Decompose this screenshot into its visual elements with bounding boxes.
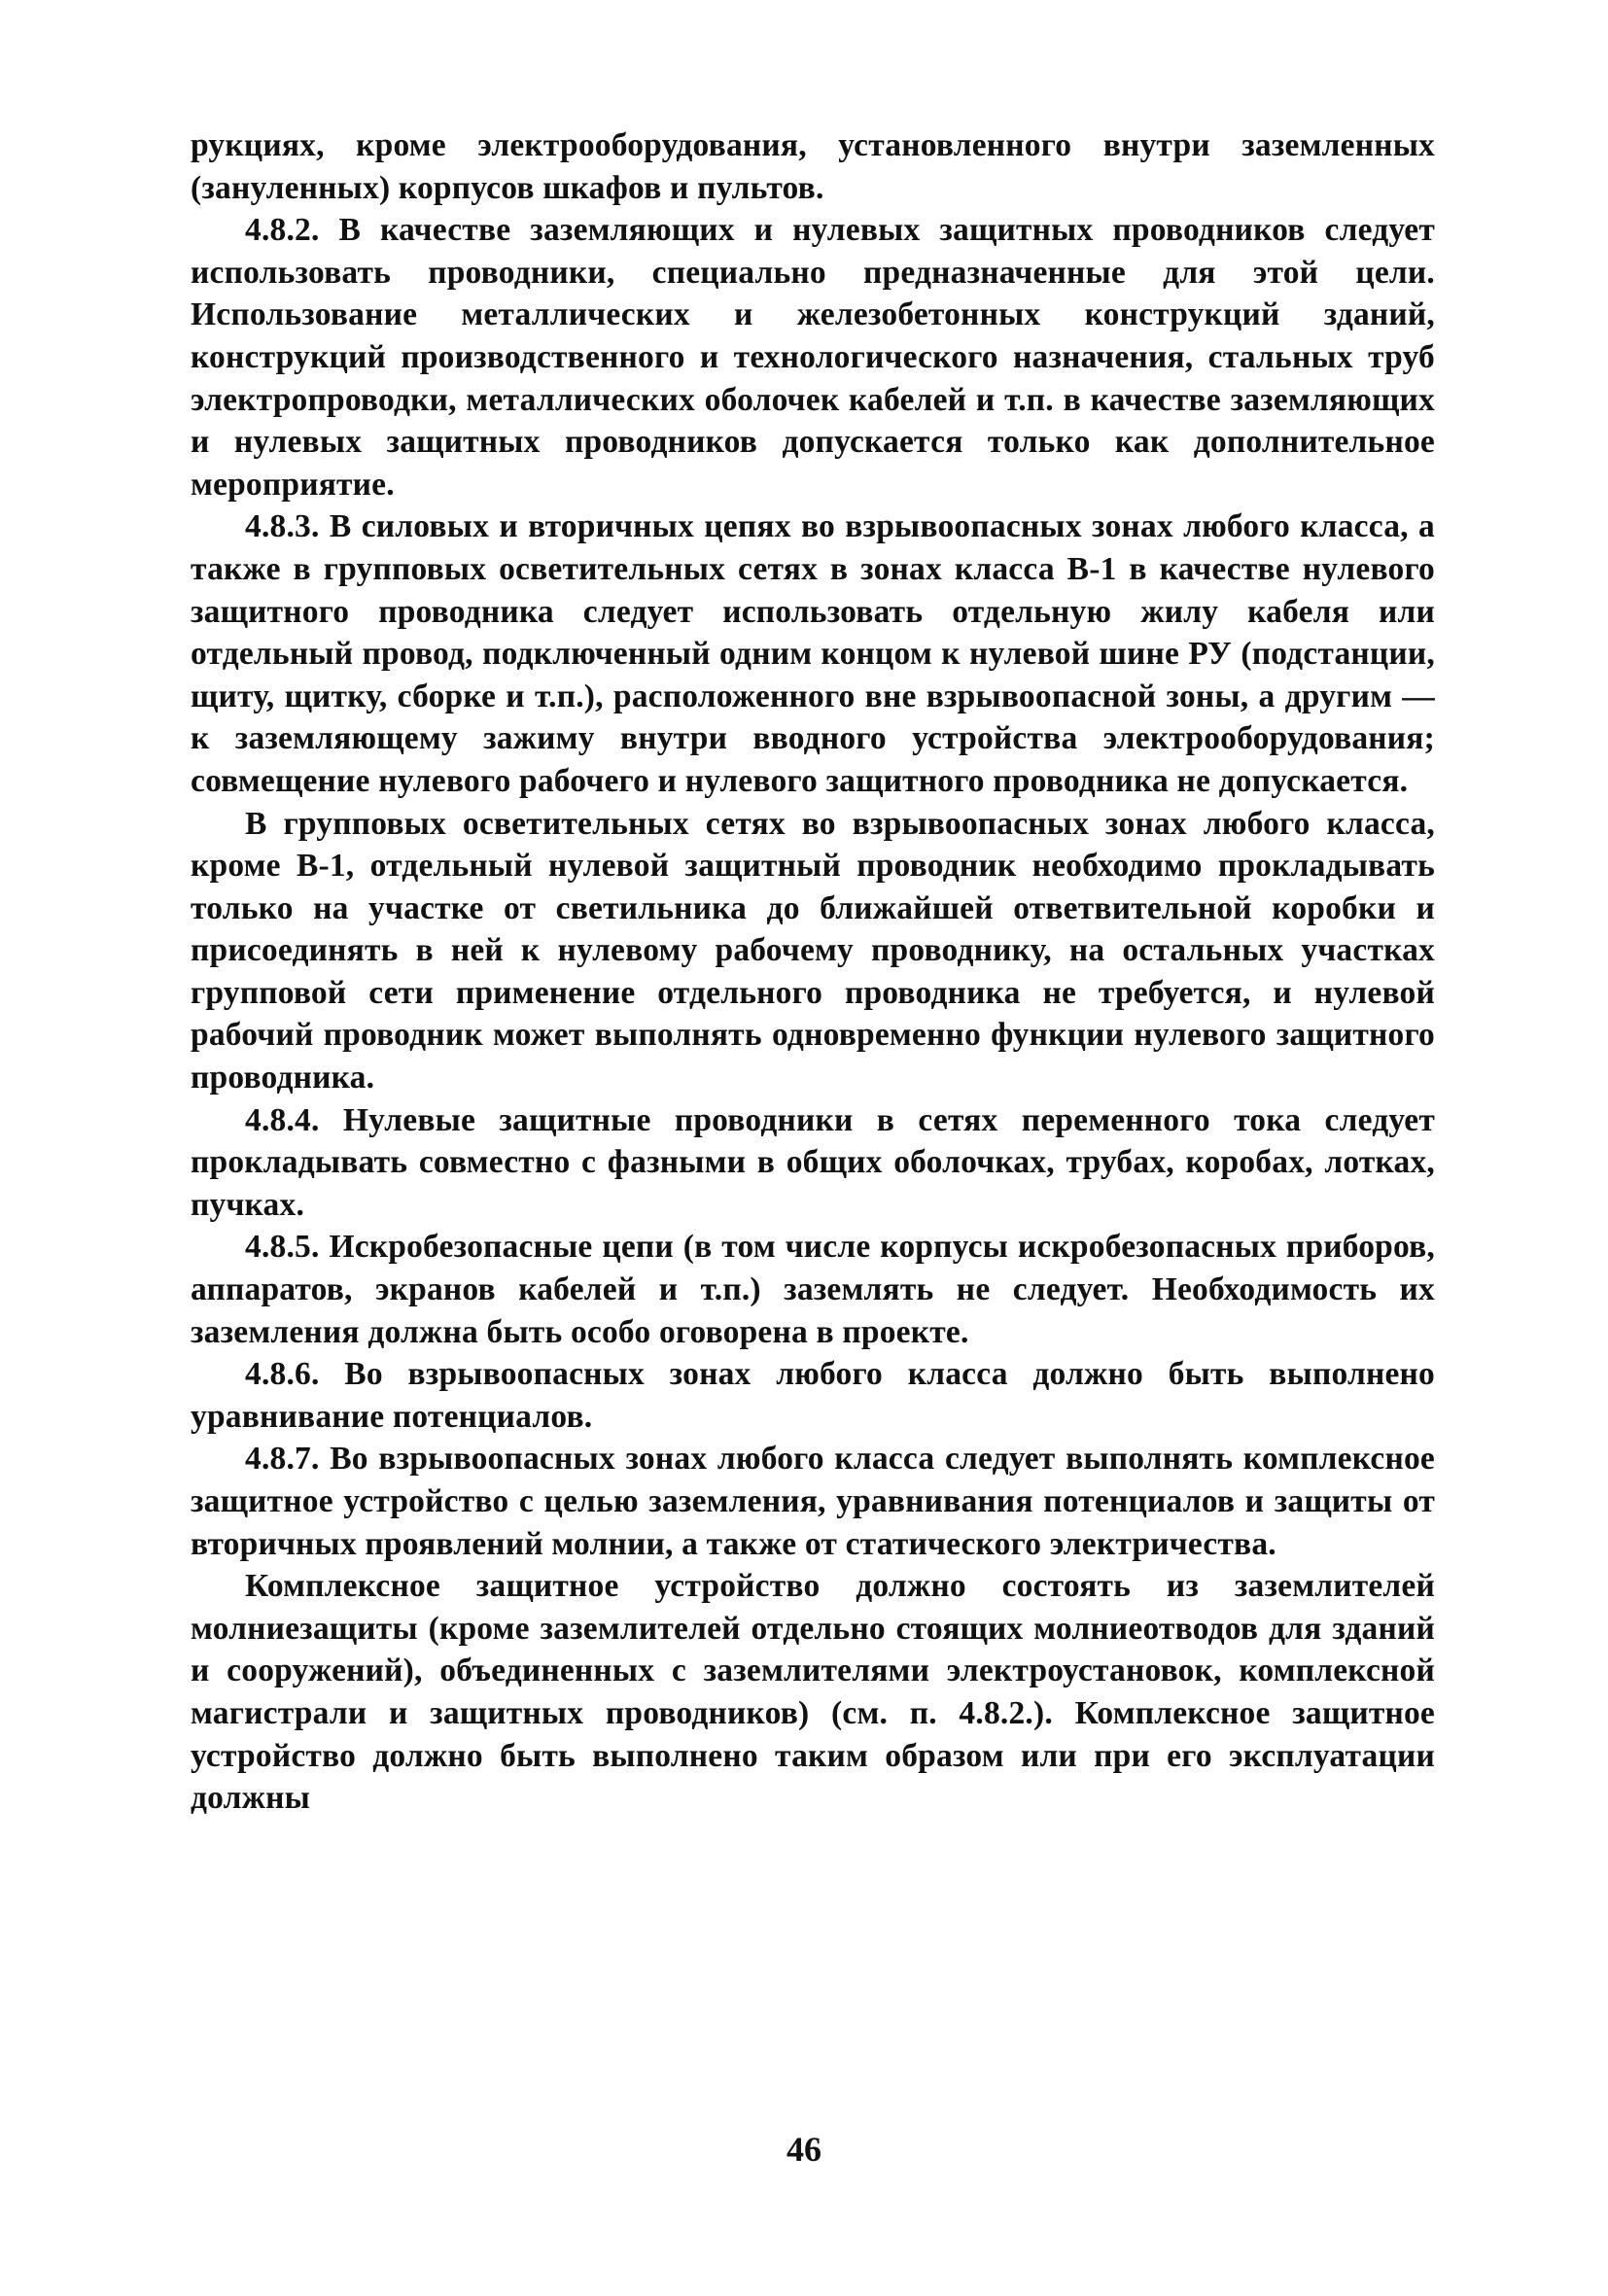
body-text — [191, 124, 1435, 1820]
paragraph-continuation: рукциях, кроме электрооборудования, установленного внутри заземленных (зануленных) корпусов шкафов и пультов. — [191, 127, 1435, 206]
page-number: 46 — [787, 2130, 821, 2169]
paragraph-4-8-6: 4.8.6. Во взрывоопасных зонах любого класса должно быть выполнено уравнивание потенциалов. — [191, 1356, 1435, 1435]
paragraph-4-8-3: 4.8.3. В силовых и вторичных цепях во взрывоопасных зонах любого класса, а также в групповых осветительных сетях в зонах класса В-1 в качестве нулевого защитного проводника следует использовать отдельную жилу кабеля или отдельный провод, подключенный одним концом к нулевой шине РУ (подстанции, щиту, щитку, сборке и т.п.), расположенного вне взрывоопасной зоны, а другим — к заземляющему зажиму внутри вводного устройства электрооборудования; совмещение нулевого рабочего и нулевого защитного проводника не допускается. — [191, 508, 1435, 799]
paragraph-4-8-4: 4.8.4. Нулевые защитные проводники в сетях переменного тока следует прокладывать совместно с фазными в общих оболочках, трубах, коробах, лотках, пучках. — [191, 1101, 1435, 1223]
paragraph-4-8-7: 4.8.7. Во взрывоопасных зонах любого класса следует выполнять комплексное защитное устройство с целью заземления, уравнивания потенциалов и защиты от вторичных проявлений молнии, а также от статического электричества. — [191, 1441, 1435, 1562]
paragraph-lighting-networks: В групповых осветительных сетях во взрывоопасных зонах любого класса, кроме В-1, отдельный нулевой защитный проводник необходимо прокладывать только на участке от светильника до ближайшей ответвительной коробки и присоединять в ней к нулевому рабочему проводнику, на остальных участках групповой сети применение отдельного проводника не требуется, и нулевой рабочий проводник может выполнять одновременно функции нулевого защитного проводника. — [191, 805, 1435, 1096]
paragraph-4-8-2: 4.8.2. В качестве заземляющих и нулевых защитных проводников следует использовать проводники, специально предназначенные для этой цели. Использование металлических и железобетонных конструкций зданий, конструкций производственного и технологического назначения, стальных труб электропроводки, металлических оболочек кабелей и т.п. в качестве заземляющих и нулевых защитных проводников допускается только как дополнительное мероприятие. — [191, 212, 1435, 503]
paragraph-complex-protection: Комплексное защитное устройство должно состоять из заземлителей молниезащиты (кроме заземлителей отдельно стоящих молниеотводов для зданий и сооружений), объединенных с заземлителями электроустановок, комплексной магистрали и защитных проводников) (см. п. 4.8.2.). Комплексное защитное устройство должно быть выполнено таким образом или при его эксплуатации должны — [191, 1568, 1435, 1817]
paragraph-4-8-5: 4.8.5. Искробезопасные цепи (в том числе корпусы искробезопасных приборов, аппаратов, экранов кабелей и т.п.) заземлять не следует. Необходимость их заземления должна быть особо оговорена в проекте. — [191, 1229, 1435, 1350]
